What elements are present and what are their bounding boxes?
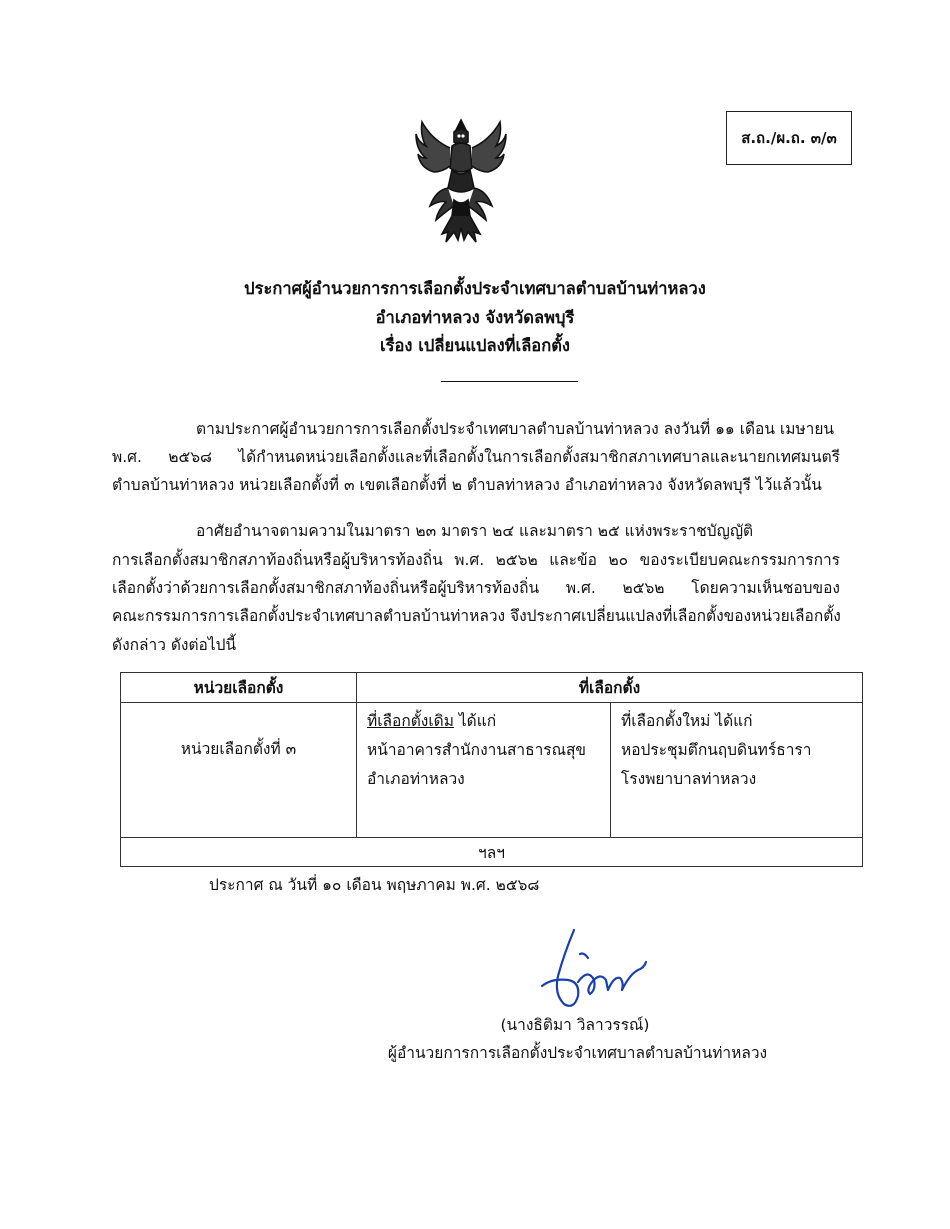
old-place-line: อำเภอท่าหลวง [367, 770, 465, 788]
polling-place-table [120, 672, 863, 867]
old-place-line: หน้าอาคารสำนักงานสาธารณสุข [367, 741, 587, 759]
header-polling-place: ที่เลือกตั้ง [357, 673, 863, 703]
garuda-emblem [412, 116, 510, 248]
announcement-location: อำเภอท่าหลวง จังหวัดลพบุรี [375, 308, 575, 327]
paragraph1-line: พ.ศ. ๒๕๖๘ ได้กำหนดหน่วยเลือกตั้งและที่เลือกตั้งในการเลือกตั้งสมาชิกสภาเทศบาลและนายกเทศมนตรี [112, 448, 840, 466]
polling-unit-cell: หน่วยเลือกตั้งที่ ๓ [121, 703, 357, 838]
new-place-label: ที่เลือกตั้งใหม่ ได้แก่ [621, 712, 753, 730]
form-code-box: ส.ถ./ผ.ถ. ๓/๓ [726, 111, 852, 165]
old-place-cell [357, 703, 611, 838]
signer-position: ผู้อำนวยการการเลือกตั้งประจำเทศบาลตำบลบ้านท่าหลวง [387, 1044, 768, 1062]
old-place-label [367, 707, 610, 736]
signer-name: (นางธิติมา วิลาวรรณ์) [500, 1016, 650, 1034]
paragraph2-line: คณะกรรมการการเลือกตั้งประจำเทศบาลตำบลบ้านท่าหลวง จึงประกาศเปลี่ยนแปลงที่เลือกตั้งของหน่วยเลือกตั้ง [112, 607, 841, 625]
title-divider [441, 381, 578, 382]
handwritten-signature [534, 924, 652, 1014]
table-row [121, 703, 863, 838]
paragraph2-line: การเลือกตั้งสมาชิกสภาท้องถิ่นหรือผู้บริหารท้องถิ่น พ.ศ. ๒๕๖๒ และข้อ ๒๐ ของระเบียบคณะกรรมการการ [112, 551, 840, 569]
etc-cell: ฯลฯ [121, 838, 863, 867]
header-polling-unit: หน่วยเลือกตั้ง [121, 673, 357, 703]
announcement-date: ประกาศ ณ วันที่ ๑๐ เดือน พฤษภาคม พ.ศ. ๒๕๖๘ [209, 876, 540, 894]
announcement-title: ประกาศผู้อำนวยการการเลือกตั้งประจำเทศบาลตำบลบ้านท่าหลวง [244, 279, 706, 298]
new-place-cell [611, 703, 863, 838]
paragraph1-line: ตามประกาศผู้อำนวยการการเลือกตั้งประจำเทศบาลตำบลบ้านท่าหลวง ลงวันที่ ๑๑ เดือน เมษายน [196, 420, 835, 438]
old-place-label-underlined: ที่เลือกตั้งเดิม [367, 712, 454, 730]
new-place-line: หอประชุมตึกนฤบดินทร์ธารา [621, 741, 812, 759]
table-row [121, 838, 863, 867]
old-place-label-suffix: ได้แก่ [453, 712, 497, 730]
paragraph1-line: ตำบลบ้านท่าหลวง หน่วยเลือกตั้งที่ ๓ เขตเลือกตั้งที่ ๒ ตำบลท่าหลวง อำเภอท่าหลวง จังหวัดลพบุรี ไว้แล้วนั้น [112, 476, 822, 494]
new-place-line: โรงพยาบาลท่าหลวง [621, 770, 757, 788]
announcement-subject: เรื่อง เปลี่ยนแปลงที่เลือกตั้ง [380, 336, 570, 355]
paragraph2-line: ดังกล่าว ดังต่อไปนี้ [112, 636, 237, 654]
paragraph2-line: อาศัยอำนาจตามความในมาตรา ๒๓ มาตรา ๒๔ และมาตรา ๒๕ แห่งพระราชบัญญัติ [196, 522, 754, 540]
paragraph2-line: เลือกตั้งว่าด้วยการเลือกตั้งสมาชิกสภาท้องถิ่นหรือผู้บริหารท้องถิ่น พ.ศ. ๒๕๖๒ โดยความเห็นชอบของ [112, 579, 840, 597]
table-header-row [121, 673, 863, 703]
